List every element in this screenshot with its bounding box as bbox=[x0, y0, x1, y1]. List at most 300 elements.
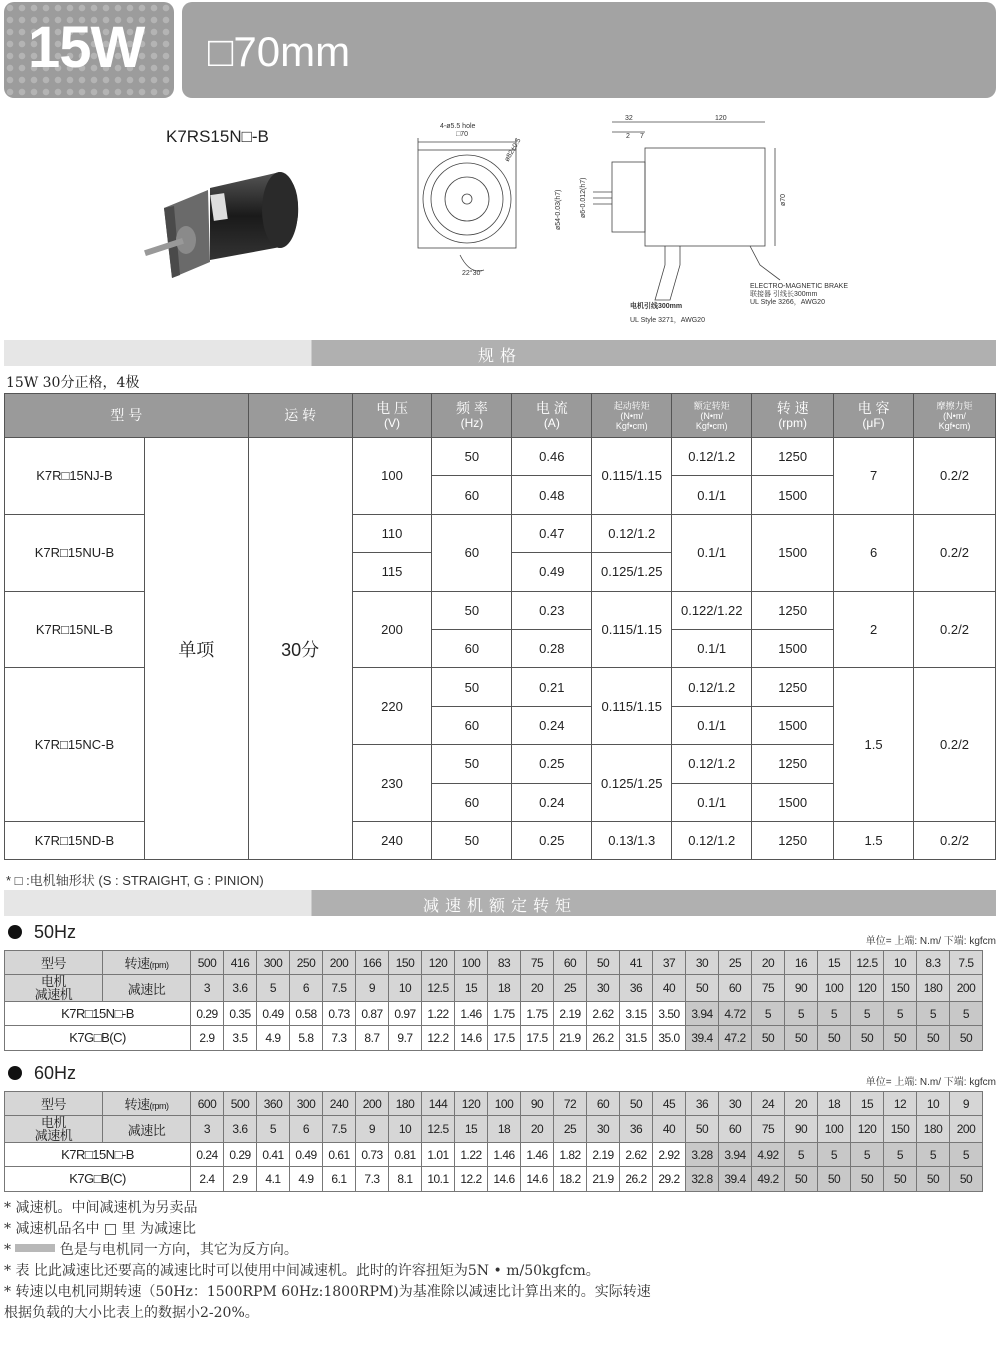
cell: 0.1/1 bbox=[672, 476, 752, 514]
cell: 60 bbox=[432, 476, 512, 514]
torque-cell: 2.4 bbox=[191, 1167, 224, 1191]
speed-cell: 60 bbox=[587, 1092, 620, 1116]
torque-cell: 12.2 bbox=[422, 1026, 455, 1050]
torque-cell: 0.61 bbox=[323, 1143, 356, 1167]
ratio-cell: 6 bbox=[290, 975, 323, 1002]
torque-cell: 0.73 bbox=[323, 1002, 356, 1026]
torque-cell: 50 bbox=[917, 1167, 950, 1191]
torque-cell: 3.28 bbox=[686, 1143, 719, 1167]
speed-cell: 100 bbox=[488, 1092, 521, 1116]
speed-cell: 500 bbox=[191, 951, 224, 975]
ratio-cell: 36 bbox=[620, 975, 653, 1002]
cell: 1500 bbox=[752, 629, 834, 667]
torque-cell: 3.15 bbox=[620, 1002, 653, 1026]
speed-cell: 83 bbox=[488, 951, 521, 975]
brake-note-2: 联接器 引线长300mm bbox=[750, 291, 818, 298]
dim-square: □70 bbox=[456, 131, 469, 138]
model-nj: K7R□15NJ-B bbox=[5, 438, 145, 515]
cell: 50 bbox=[432, 821, 512, 859]
gear-table-60hz bbox=[4, 1091, 983, 1192]
torque-cell: 5 bbox=[818, 1143, 851, 1167]
torque-cell: 32.8 bbox=[686, 1167, 719, 1191]
spec-table bbox=[4, 393, 996, 860]
torque-cell: 1.75 bbox=[488, 1002, 521, 1026]
speed-cell: 360 bbox=[257, 1092, 290, 1116]
torque-cell: 4.1 bbox=[257, 1167, 290, 1191]
speed-cell: 12.5 bbox=[851, 951, 884, 975]
hdr-friction: 摩擦力矩 (N•m/ Kgf•cm) bbox=[914, 394, 996, 438]
ratio-cell: 10 bbox=[389, 975, 422, 1002]
hdr-current: 电 流 (A) bbox=[512, 394, 592, 438]
speed-row bbox=[5, 951, 983, 975]
ratio-cell: 30 bbox=[587, 1116, 620, 1143]
gear-section-bar bbox=[4, 890, 996, 916]
torque-cell: 0.73 bbox=[356, 1143, 389, 1167]
spec-section-title: 规格 bbox=[477, 348, 523, 365]
torque-cell: 2.19 bbox=[554, 1002, 587, 1026]
cell: 0.28 bbox=[512, 629, 592, 667]
ratio-cell: 150 bbox=[884, 975, 917, 1002]
ratio-cell: 7.5 bbox=[323, 975, 356, 1002]
speed-cell: 144 bbox=[422, 1092, 455, 1116]
torque-cell: 0.35 bbox=[224, 1002, 257, 1026]
cell: 0.2/2 bbox=[914, 668, 996, 822]
cell: 1.5 bbox=[834, 821, 914, 859]
speed-cell: 18 bbox=[818, 1092, 851, 1116]
cell: 0.122/1.22 bbox=[672, 591, 752, 629]
bullet-icon bbox=[8, 1066, 22, 1080]
cell: 50 bbox=[432, 745, 512, 783]
torque-cell: 3.50 bbox=[653, 1002, 686, 1026]
speed-cell: 30 bbox=[686, 951, 719, 975]
ratio-cell: 60 bbox=[719, 975, 752, 1002]
spec-subnote: 15W 30分正格，4极 bbox=[6, 375, 140, 391]
torque-cell: 39.4 bbox=[719, 1167, 752, 1191]
speed-cell: 15 bbox=[818, 951, 851, 975]
ratio-cell: 12.5 bbox=[422, 1116, 455, 1143]
speed-cell: 150 bbox=[389, 951, 422, 975]
torque-cell: 3.94 bbox=[719, 1143, 752, 1167]
torque-cell: 1.01 bbox=[422, 1143, 455, 1167]
torque-cell: 2.62 bbox=[620, 1143, 653, 1167]
torque-cell: 50 bbox=[884, 1167, 917, 1191]
torque-cell: 50 bbox=[752, 1026, 785, 1050]
cell: 1250 bbox=[752, 745, 834, 783]
cell: 1250 bbox=[752, 668, 834, 706]
speed-cell: 30 bbox=[719, 1092, 752, 1116]
ratio-cell: 200 bbox=[950, 1116, 983, 1143]
ratio-cell: 9 bbox=[356, 975, 389, 1002]
speed-cell: 240 bbox=[323, 1092, 356, 1116]
dim-pcd: ø82±0.5 bbox=[503, 137, 523, 163]
hdr-model: 型 号 bbox=[5, 394, 249, 438]
torque-cell: 29.2 bbox=[653, 1167, 686, 1191]
table-row bbox=[5, 438, 996, 476]
torque-cell: 0.87 bbox=[356, 1002, 389, 1026]
torque-cell: 0.41 bbox=[257, 1143, 290, 1167]
motor-illustration bbox=[140, 160, 310, 290]
ratio-cell: 18 bbox=[488, 975, 521, 1002]
torque-cell: 2.19 bbox=[587, 1143, 620, 1167]
brake-note-1: ELECTRO-MAGNETIC BRAKE bbox=[750, 283, 849, 290]
ratio-cell: 3 bbox=[191, 1116, 224, 1143]
cell: 0.25 bbox=[512, 745, 592, 783]
torque-cell: 10.1 bbox=[422, 1167, 455, 1191]
torque-cell: 3.5 bbox=[224, 1026, 257, 1050]
phase-cell: 单项 bbox=[144, 438, 248, 860]
cell: 1250 bbox=[752, 591, 834, 629]
cell: 0.25 bbox=[512, 821, 592, 859]
cell: 1.5 bbox=[834, 668, 914, 822]
torque-cell: 49.2 bbox=[752, 1167, 785, 1191]
ratio-cell: 75 bbox=[752, 1116, 785, 1143]
cell: 1250 bbox=[752, 438, 834, 476]
torque-cell: 39.4 bbox=[686, 1026, 719, 1050]
frame-title-bar bbox=[182, 2, 996, 98]
speed-cell: 416 bbox=[224, 951, 257, 975]
torque-cell: 31.5 bbox=[620, 1026, 653, 1050]
torque-cell: 0.29 bbox=[191, 1002, 224, 1026]
cell: 100 bbox=[352, 438, 432, 515]
cell: 230 bbox=[352, 745, 432, 822]
cell: 60 bbox=[432, 629, 512, 667]
dim-pilot: ø54-0.03(h7) bbox=[555, 189, 562, 230]
torque-cell: 14.6 bbox=[521, 1167, 554, 1191]
torque-cell: 4.9 bbox=[257, 1026, 290, 1050]
ratio-cell: 100 bbox=[818, 1116, 851, 1143]
torque-kgf-row bbox=[5, 1026, 983, 1050]
torque-nm-row bbox=[5, 1143, 983, 1167]
label-model: 型号 bbox=[5, 951, 103, 975]
cell: 0.125/1.25 bbox=[592, 745, 672, 822]
dim-7: 7 bbox=[640, 133, 644, 140]
cell: 1500 bbox=[752, 706, 834, 744]
speed-cell: 500 bbox=[224, 1092, 257, 1116]
ratio-cell: 6 bbox=[290, 1116, 323, 1143]
cell: 60 bbox=[432, 783, 512, 821]
torque-cell: 5 bbox=[851, 1002, 884, 1026]
torque-cell: 6.1 bbox=[323, 1167, 356, 1191]
torque-cell: 0.81 bbox=[389, 1143, 422, 1167]
cell: 1500 bbox=[752, 514, 834, 591]
cell: 0.23 bbox=[512, 591, 592, 629]
cell: 50 bbox=[432, 591, 512, 629]
power-badge bbox=[4, 2, 174, 98]
hdr-freq: 频 率 (Hz) bbox=[432, 394, 512, 438]
speed-cell: 50 bbox=[587, 951, 620, 975]
torque-cell: 50 bbox=[884, 1026, 917, 1050]
hdr-start-torque: 起动转矩 (N•m/ Kgf•cm) bbox=[592, 394, 672, 438]
hdr-speed: 转 速 (rpm) bbox=[752, 394, 834, 438]
dim-2: 2 bbox=[626, 133, 630, 140]
speed-cell: 45 bbox=[653, 1092, 686, 1116]
cell: 220 bbox=[352, 668, 432, 745]
torque-cell: 1.46 bbox=[455, 1002, 488, 1026]
note-4: * 表 比此减速比还要高的减速比时可以使用中间减速机。此时的许容扭矩为5N • m/50kgfcm。 bbox=[4, 1263, 600, 1279]
cell: 60 bbox=[432, 706, 512, 744]
torque-cell: 1.46 bbox=[488, 1143, 521, 1167]
speed-cell: 72 bbox=[554, 1092, 587, 1116]
ratio-cell: 9 bbox=[356, 1116, 389, 1143]
ratio-cell: 10 bbox=[389, 1116, 422, 1143]
torque-cell: 8.7 bbox=[356, 1026, 389, 1050]
cell: 7 bbox=[834, 438, 914, 515]
motor-model-label: K7RS15N□-B bbox=[166, 127, 269, 146]
label-ratio: 减速比 bbox=[103, 1116, 191, 1143]
torque-cell: 1.22 bbox=[422, 1002, 455, 1026]
cell: 0.24 bbox=[512, 706, 592, 744]
speed-cell: 10 bbox=[884, 951, 917, 975]
torque-cell: 5 bbox=[884, 1002, 917, 1026]
notes bbox=[4, 1198, 651, 1324]
torque-cell: 26.2 bbox=[587, 1026, 620, 1050]
torque-cell: 5 bbox=[818, 1002, 851, 1026]
speed-row bbox=[5, 1092, 983, 1116]
torque-cell: 4.9 bbox=[290, 1167, 323, 1191]
cell: 0.12/1.2 bbox=[672, 745, 752, 783]
cell: 115 bbox=[352, 553, 432, 591]
cell: 0.2/2 bbox=[914, 821, 996, 859]
brake-note-3: UL Style 3266，AWG20 bbox=[750, 299, 825, 306]
note-1: * 减速机。中间减速机为另卖品 bbox=[4, 1200, 198, 1216]
spec-section-bar bbox=[4, 340, 996, 366]
ratio-cell: 12.5 bbox=[422, 975, 455, 1002]
cell: 0.12/1.2 bbox=[672, 438, 752, 476]
dim-120: 120 bbox=[715, 115, 727, 122]
note-5: * 转速以电机同期转速（50Hz：1500RPM 60Hz:1800RPM)为基准除以减速比计算出来的。实际转速 bbox=[4, 1284, 651, 1300]
frame-size-label: □70mm bbox=[208, 28, 351, 75]
dim-shaft: ø6-0.012(h7) bbox=[580, 177, 587, 218]
speed-cell: 300 bbox=[257, 951, 290, 975]
ratio-cell: 50 bbox=[686, 975, 719, 1002]
torque-cell: 9.7 bbox=[389, 1026, 422, 1050]
speed-cell: 60 bbox=[554, 951, 587, 975]
ratio-row bbox=[5, 1116, 983, 1143]
torque-cell: 18.2 bbox=[554, 1167, 587, 1191]
motor-lead-note-1: 电机引线300mm bbox=[630, 303, 683, 310]
torque-cell: 5 bbox=[950, 1002, 983, 1026]
dim-angle: 22°30' bbox=[462, 270, 482, 277]
torque-cell: 50 bbox=[851, 1026, 884, 1050]
speed-cell: 50 bbox=[620, 1092, 653, 1116]
speed-cell: 300 bbox=[290, 1092, 323, 1116]
ratio-cell: 3.6 bbox=[224, 975, 257, 1002]
cell: 60 bbox=[432, 514, 512, 591]
torque-cell: 50 bbox=[818, 1026, 851, 1050]
spec-footnote: * □ :电机轴形状 (S : STRAIGHT, G : PINION) bbox=[6, 873, 264, 888]
torque-cell: 3.94 bbox=[686, 1002, 719, 1026]
cell: 6 bbox=[834, 514, 914, 591]
torque-cell: 2.62 bbox=[587, 1002, 620, 1026]
speed-cell: 600 bbox=[191, 1092, 224, 1116]
gear-50hz-title: 50Hz bbox=[8, 922, 76, 943]
ratio-cell: 30 bbox=[587, 975, 620, 1002]
torque-cell: 21.9 bbox=[587, 1167, 620, 1191]
gear-60hz-title: 60Hz bbox=[8, 1063, 76, 1084]
cell: 0.47 bbox=[512, 514, 592, 552]
torque-cell: 1.82 bbox=[554, 1143, 587, 1167]
ratio-cell: 200 bbox=[950, 975, 983, 1002]
speed-cell: 9 bbox=[950, 1092, 983, 1116]
label-motor-reducer: 电机 减速机 bbox=[5, 1116, 103, 1143]
hdr-cap: 电 容 (μF) bbox=[834, 394, 914, 438]
cell: 0.1/1 bbox=[672, 514, 752, 591]
hdr-rated-torque: 额定转矩 (N•m/ Kgf•cm) bbox=[672, 394, 752, 438]
units-50: 单位= 上端: N.m/ 下端: kgfcm bbox=[865, 936, 996, 947]
speed-cell: 12 bbox=[884, 1092, 917, 1116]
cell: 50 bbox=[432, 438, 512, 476]
speed-cell: 120 bbox=[422, 951, 455, 975]
ratio-cell: 60 bbox=[719, 1116, 752, 1143]
torque-cell: 2.92 bbox=[653, 1143, 686, 1167]
torque-cell: 5 bbox=[851, 1143, 884, 1167]
speed-cell: 8.3 bbox=[917, 951, 950, 975]
cell: 0.48 bbox=[512, 476, 592, 514]
model-nl: K7R□15NL-B bbox=[5, 591, 145, 668]
torque-cell: 50 bbox=[851, 1167, 884, 1191]
cell: 0.21 bbox=[512, 668, 592, 706]
torque-cell: 12.2 bbox=[455, 1167, 488, 1191]
cell: 0.1/1 bbox=[672, 783, 752, 821]
speed-cell: 166 bbox=[356, 951, 389, 975]
page-header bbox=[0, 0, 1000, 100]
gear-section-title: 减速机额定转矩 bbox=[422, 898, 578, 915]
torque-cell: 0.49 bbox=[257, 1002, 290, 1026]
power-label: 15W bbox=[28, 15, 145, 80]
ratio-cell: 40 bbox=[653, 1116, 686, 1143]
torque-cell: 0.49 bbox=[290, 1143, 323, 1167]
cell: 240 bbox=[352, 821, 432, 859]
cell: 0.12/1.2 bbox=[672, 668, 752, 706]
torque-cell: 1.75 bbox=[521, 1002, 554, 1026]
ratio-cell: 15 bbox=[455, 975, 488, 1002]
rating-cell: 30分 bbox=[248, 438, 352, 860]
ratio-cell: 75 bbox=[752, 975, 785, 1002]
ratio-cell: 180 bbox=[917, 1116, 950, 1143]
hdr-operation: 运 转 bbox=[248, 394, 352, 438]
torque-cell: 50 bbox=[950, 1026, 983, 1050]
torque-cell: 5 bbox=[752, 1002, 785, 1026]
speed-cell: 24 bbox=[752, 1092, 785, 1116]
model-nc: K7R□15NC-B bbox=[5, 668, 145, 822]
label-speed: 转速(rpm) bbox=[103, 1092, 191, 1116]
cell: 0.13/1.3 bbox=[592, 821, 672, 859]
torque-cell: 7.3 bbox=[356, 1167, 389, 1191]
cell: 0.2/2 bbox=[914, 591, 996, 668]
torque-cell: 5 bbox=[785, 1143, 818, 1167]
speed-cell: 200 bbox=[356, 1092, 389, 1116]
torque-cell: 50 bbox=[785, 1167, 818, 1191]
speed-cell: 25 bbox=[719, 951, 752, 975]
cell: 0.46 bbox=[512, 438, 592, 476]
note-3: * 色是与电机同一方向，其它为反方向。 bbox=[4, 1242, 298, 1258]
torque-cell: 4.92 bbox=[752, 1143, 785, 1167]
dim-32: 32 bbox=[625, 115, 633, 122]
ratio-cell: 90 bbox=[785, 975, 818, 1002]
speed-cell: 20 bbox=[785, 1092, 818, 1116]
speed-cell: 20 bbox=[752, 951, 785, 975]
torque-cell: 17.5 bbox=[488, 1026, 521, 1050]
speed-cell: 75 bbox=[521, 951, 554, 975]
model-nu: K7R□15NU-B bbox=[5, 514, 145, 591]
cell: 0.1/1 bbox=[672, 629, 752, 667]
speed-cell: 200 bbox=[323, 951, 356, 975]
ratio-cell: 20 bbox=[521, 1116, 554, 1143]
torque-cell: 14.6 bbox=[488, 1167, 521, 1191]
ratio-cell: 7.5 bbox=[323, 1116, 356, 1143]
cell: 0.1/1 bbox=[672, 706, 752, 744]
cell: 0.125/1.25 bbox=[592, 553, 672, 591]
ratio-cell: 3.6 bbox=[224, 1116, 257, 1143]
torque-cell: 1.22 bbox=[455, 1143, 488, 1167]
label-model: 型号 bbox=[5, 1092, 103, 1116]
units-60: 单位= 上端: N.m/ 下端: kgfcm bbox=[865, 1077, 996, 1088]
torque-cell: 47.2 bbox=[719, 1026, 752, 1050]
hdr-voltage: 电 压 (V) bbox=[352, 394, 432, 438]
speed-cell: 10 bbox=[917, 1092, 950, 1116]
torque-cell: 5 bbox=[785, 1002, 818, 1026]
torque-cell: 5 bbox=[884, 1143, 917, 1167]
cell: 110 bbox=[352, 514, 432, 552]
ratio-cell: 20 bbox=[521, 975, 554, 1002]
speed-cell: 250 bbox=[290, 951, 323, 975]
torque-cell: 1.46 bbox=[521, 1143, 554, 1167]
ratio-cell: 15 bbox=[455, 1116, 488, 1143]
torque-cell: 5 bbox=[917, 1002, 950, 1026]
ratio-cell: 120 bbox=[851, 1116, 884, 1143]
speed-cell: 41 bbox=[620, 951, 653, 975]
cell: 0.12/1.2 bbox=[672, 821, 752, 859]
speed-cell: 7.5 bbox=[950, 951, 983, 975]
ratio-cell: 3 bbox=[191, 975, 224, 1002]
torque-cell: 50 bbox=[818, 1167, 851, 1191]
speed-cell: 120 bbox=[455, 1092, 488, 1116]
model-line-1: K7R□15N□-B bbox=[5, 1143, 191, 1167]
ratio-cell: 90 bbox=[785, 1116, 818, 1143]
model-nd: K7R□15ND-B bbox=[5, 821, 145, 859]
torque-cell: 0.58 bbox=[290, 1002, 323, 1026]
note-2: * 减速机品名中 □ 里 为减速比 bbox=[4, 1221, 197, 1237]
torque-cell: 50 bbox=[950, 1167, 983, 1191]
note-6: 根据负载的大小比表上的数据小2-20%。 bbox=[4, 1305, 259, 1321]
ratio-cell: 5 bbox=[257, 1116, 290, 1143]
model-line-1: K7R□15N□-B bbox=[5, 1002, 191, 1026]
torque-cell: 50 bbox=[917, 1026, 950, 1050]
speed-cell: 100 bbox=[455, 951, 488, 975]
speed-cell: 180 bbox=[389, 1092, 422, 1116]
speed-cell: 37 bbox=[653, 951, 686, 975]
torque-kgf-row bbox=[5, 1167, 983, 1191]
model-line-2: K7G□B(C) bbox=[5, 1026, 191, 1050]
ratio-cell: 18 bbox=[488, 1116, 521, 1143]
cell: 0.2/2 bbox=[914, 514, 996, 591]
torque-cell: 5.8 bbox=[290, 1026, 323, 1050]
ratio-cell: 180 bbox=[917, 975, 950, 1002]
torque-cell: 26.2 bbox=[620, 1167, 653, 1191]
cell: 2 bbox=[834, 591, 914, 668]
torque-cell: 50 bbox=[785, 1026, 818, 1050]
ratio-cell: 25 bbox=[554, 1116, 587, 1143]
ratio-cell: 25 bbox=[554, 975, 587, 1002]
speed-cell: 16 bbox=[785, 951, 818, 975]
ratio-row bbox=[5, 975, 983, 1002]
cell: 200 bbox=[352, 591, 432, 668]
torque-cell: 5 bbox=[917, 1143, 950, 1167]
torque-cell: 4.72 bbox=[719, 1002, 752, 1026]
torque-cell: 5 bbox=[950, 1143, 983, 1167]
speed-cell: 15 bbox=[851, 1092, 884, 1116]
cell: 1250 bbox=[752, 821, 834, 859]
